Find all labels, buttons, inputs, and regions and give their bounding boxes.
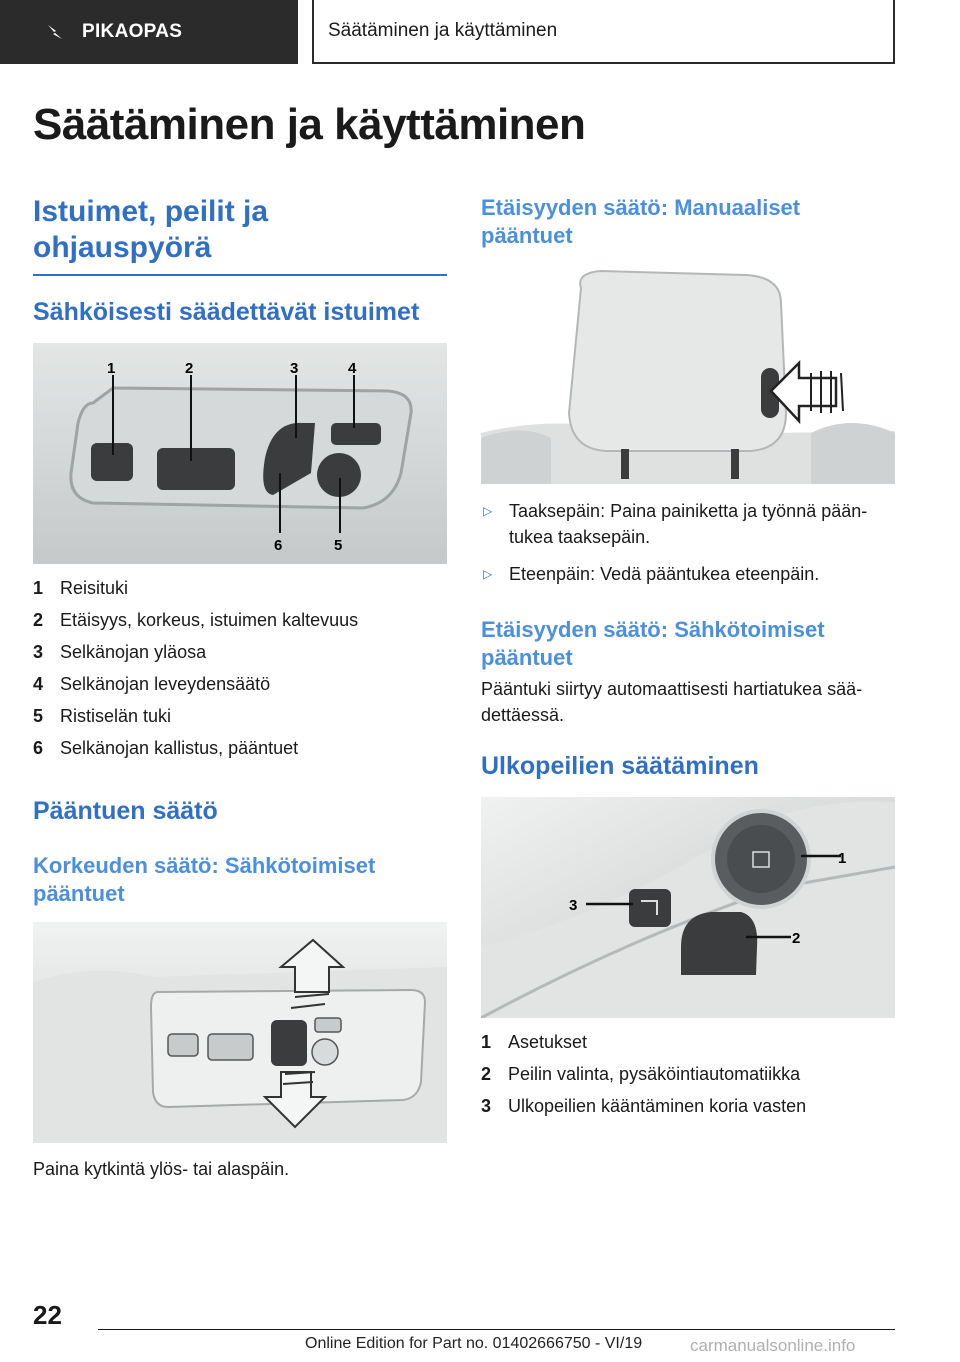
- footer-divider: [98, 1329, 895, 1330]
- electric-seats-heading: Sähköisesti säädettävät istuimet: [33, 298, 420, 326]
- item-text: Ristiselän tuki: [60, 705, 172, 726]
- item-text: Eteenpäin: Vedä pääntukea eteenpäin.: [509, 564, 820, 584]
- item-text: Asetukset: [508, 1031, 588, 1052]
- item-text: Selkänojan yläosa: [60, 641, 207, 662]
- callout-6: 6: [274, 537, 283, 554]
- item-number: 4: [33, 673, 44, 694]
- manual-headrest-figure: [481, 263, 895, 484]
- watermark: carmanualsonline.info: [690, 1336, 856, 1355]
- item-number: 1: [33, 577, 44, 598]
- mirror-controls-figure: [481, 797, 895, 1018]
- page-number: 22: [33, 1300, 62, 1330]
- section-title: Istuimet, peilit ja ohjauspyörä: [33, 194, 447, 276]
- item-text: Selkänojan kallistus, pääntuet: [60, 737, 299, 758]
- mirror-heading: Ulkopeilien säätäminen: [481, 752, 759, 780]
- list-item: [33, 572, 358, 604]
- triangle-bullet-icon: ▷: [483, 504, 493, 518]
- item-text: Reisituki: [60, 577, 129, 598]
- edition-text: Online Edition for Part no. 01402666750 - VI/19: [305, 1335, 643, 1352]
- item-text: Peilin valinta, pysäköintiautomatiikka: [508, 1063, 801, 1084]
- list-item: [33, 636, 358, 668]
- list-item: [481, 1058, 806, 1090]
- list-item: [33, 700, 358, 732]
- manual-headrest-illustration: [481, 263, 895, 484]
- headrest-height-illustration: [33, 922, 447, 1143]
- list-item: [33, 604, 358, 636]
- list-item: [33, 732, 358, 764]
- headrest-heading: Pääntuen säätö: [33, 797, 218, 825]
- electric-headrest-heading: Etäisyyden säätö: Sähkötoimiset pääntuet: [481, 617, 825, 670]
- running-header-label: Säätäminen ja käyttäminen: [328, 20, 558, 41]
- list-item: [481, 1026, 806, 1058]
- height-adjust-text: Paina kytkintä ylös- tai alaspäin.: [33, 1159, 290, 1179]
- callout-3: 3: [569, 897, 578, 914]
- item-number: 2: [33, 609, 44, 630]
- callout-2: 2: [185, 360, 194, 377]
- list-item: [33, 668, 358, 700]
- callout-3: 3: [290, 360, 299, 377]
- item-text: Etäisyys, korkeus, istuimen kaltevuus: [60, 609, 359, 630]
- mirror-controls-illustration: [481, 797, 895, 1018]
- electric-headrest-text: Pääntuki siirtyy automaattisesti hartiatukea sää- dettäessä.: [481, 679, 863, 725]
- item-text: Ulkopeilien kääntäminen koria vasten: [508, 1095, 807, 1116]
- callout-2: 2: [792, 930, 801, 947]
- item-number: 5: [33, 705, 44, 726]
- item-number: 3: [481, 1095, 492, 1116]
- triangle-bullet-icon: ▷: [483, 567, 493, 581]
- quick-guide-label: PIKAOPAS: [82, 21, 183, 42]
- mirror-controls-list: [481, 1026, 806, 1122]
- callout-5: 5: [334, 537, 343, 554]
- item-number: 1: [481, 1031, 492, 1052]
- callout-4: 4: [348, 360, 357, 377]
- running-header: [312, 0, 895, 64]
- manual-headrest-heading: Etäisyyden säätö: Manuaaliset pääntuet: [481, 195, 801, 248]
- callout-1: 1: [107, 360, 116, 377]
- seat-controls-figure: [33, 343, 447, 564]
- seat-controls-list: [33, 572, 358, 764]
- flash-icon: [44, 21, 66, 43]
- callout-1: 1: [838, 850, 847, 867]
- item-number: 2: [481, 1063, 492, 1084]
- height-adjust-heading: Korkeuden säätö: Sähkötoimiset pääntuet: [33, 853, 376, 906]
- item-text: Selkänojan leveydensäätö: [60, 673, 271, 694]
- list-item: [481, 561, 895, 587]
- page-title: Säätäminen ja käyttäminen: [33, 100, 586, 149]
- list-item: [481, 1090, 806, 1122]
- quick-guide-tab: [0, 0, 298, 64]
- item-number: 6: [33, 737, 44, 758]
- list-item: [481, 498, 895, 550]
- item-number: 3: [33, 641, 44, 662]
- item-text: Taaksepäin: Paina painiketta ja työnnä pään- tukea taaksepäin.: [509, 501, 868, 547]
- manual-headrest-list: [481, 498, 895, 598]
- seat-controls-illustration: [33, 343, 447, 564]
- headrest-height-figure: [33, 922, 447, 1143]
